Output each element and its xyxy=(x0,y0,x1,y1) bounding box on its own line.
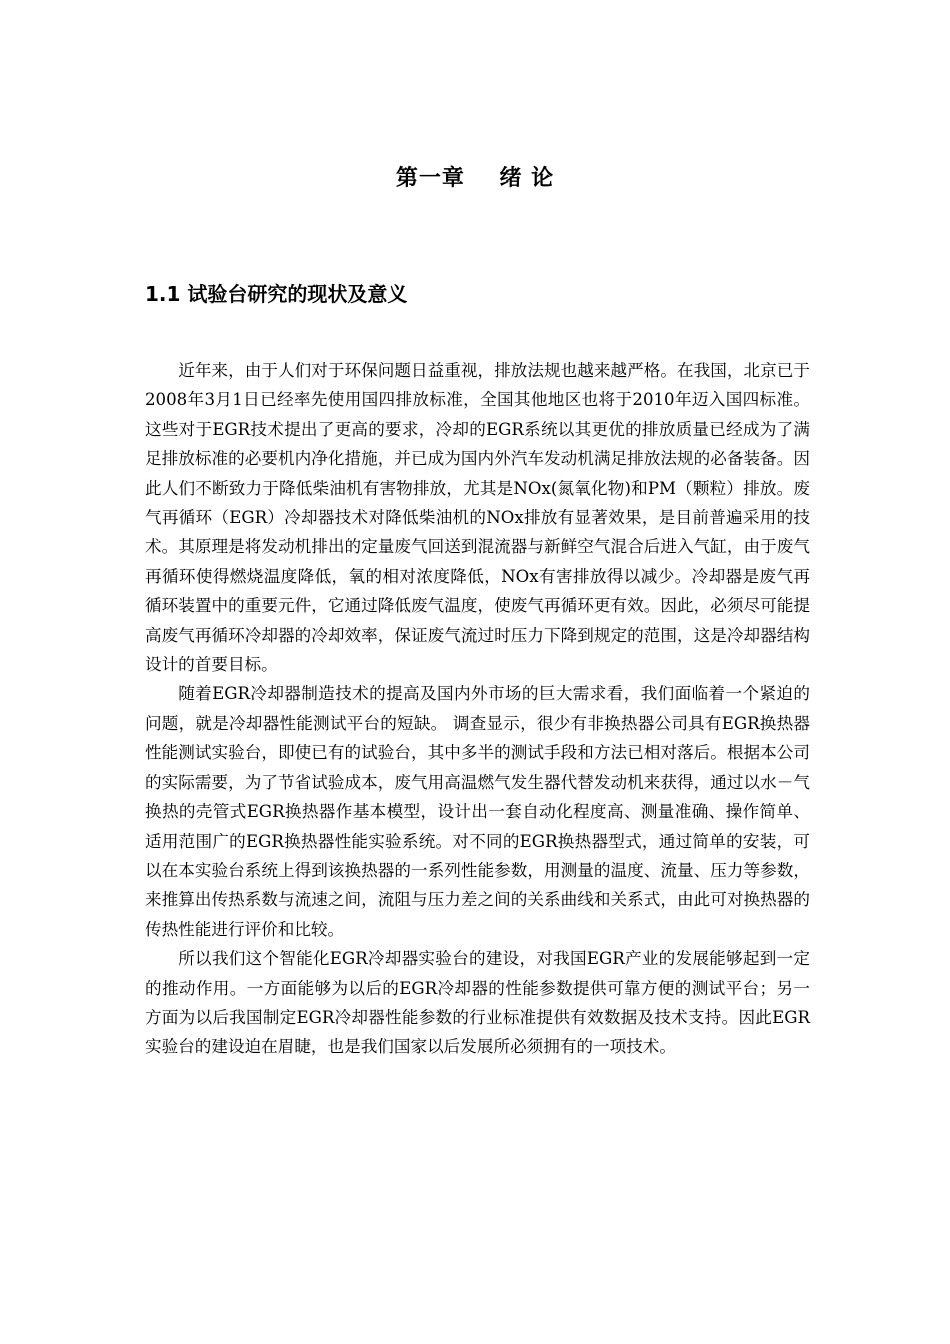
chapter-title: 第一章 绪 论 xyxy=(395,166,555,191)
section-heading: 1.1 试验台研究的现状及意义 xyxy=(145,282,408,306)
paragraph-3: 所以我们这个智能化EGR冷却器实验台的建设，对我国EGR产业的发展能够起到一定的推动作用。一方面能够为以后的EGR冷却器的性能参数提供可靠方便的测试平台；另一方面为以后我国制定EGR冷却器性能参数的行业标准提供有效数据及技术支持。因此EGR实验台的建设迫在眉睫，也是我们国家以后发展所必须拥有的一项技术。 xyxy=(145,949,810,1057)
paragraph-1: 近年来，由于人们对于环保问题日益重视，排放法规也越来越严格。在我国，北京已于2008年3月1日已经率先使用国四排放标准，全国其他地区也将于2010年迈入国四标准。这些对于EGR技术提出了更高的要求，冷却的EGR系统以其更优的排放质量已经成为了满足排放标准的必要机内净化措施，并已成为国内外汽车发动机满足排放法规的必备装备。因此人们不断致力于降低柴油机有害物排放，尤其是NOx(氮氧化物)和PM（颗粒）排放。废气再循环（EGR）冷却器技术对降低柴油机的NOx排放有显著效果，是目前普遍采用的技术。其原理是将发动机排出的定量废气回送到混流器与新鲜空气混合后进入气缸，由于废气再循环使得燃烧温度降低，氧的相对浓度降低，NOx有害排放得以减少。冷却器是废气再循环装置中的重要元件，它通过降低废气温度，使废气再循环更有效。因此，必须尽可能提高废气再循环冷却器的冷却效率，保证废气流过时压力下降到规定的范围，这是冷却器结构设计的首要目标。 xyxy=(145,361,810,675)
paragraph-2: 随着EGR冷却器制造技术的提高及国内外市场的巨大需求看，我们面临着一个紧迫的问题，就是冷却器性能测试平台的短缺。 调查显示，很少有非换热器公司具有EGR换热器性能测试实验台，即使已有的试验台，其中多半的测试手段和方法已相对落后。根据本公司的实际需要，为了节省试验成本，废气用高温燃气发生器代替发动机来获得，通过以水－气换热的壳管式EGR换热器作基本模型，设计出一套自动化程度高、测量准确、操作简单、适用范围广的EGR换热器性能实验系统。对不同的EGR换热器型式，通过简单的安装，可以在本实验台系统上得到该换热器的一系列性能参数，用测量的温度、流量、压力等参数，来推算出传热系数与流速之间，流阻与压力差之间的关系曲线和关系式，由此可对换热器的传热性能进行评价和比较。 xyxy=(145,684,810,939)
body-text xyxy=(145,356,810,1062)
